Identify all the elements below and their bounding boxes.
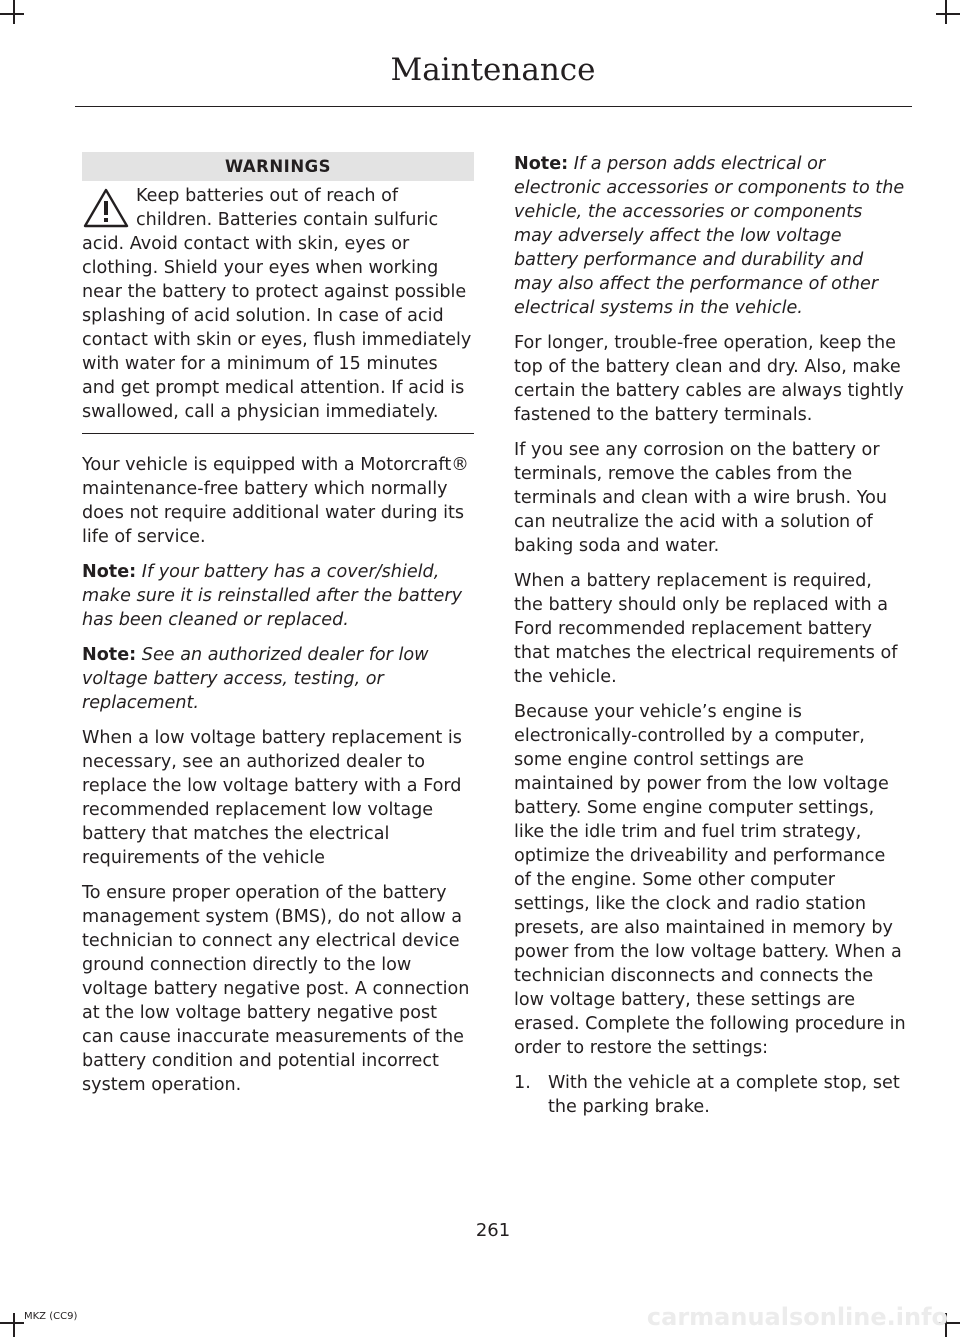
battery-intro: Your vehicle is equipped with a Motorcraft® maintenance-free battery which normally does not require additional water during its life of service. bbox=[82, 455, 469, 547]
battery-replacement-paragraph: When a battery replacement is required, the battery should only be replaced with a Ford recommended replacement battery that matches the electrical requirements of the vehicle. bbox=[514, 571, 898, 687]
replacement-paragraph: When a low voltage battery replacement is necessary, see an authorized dealer to replace the low voltage battery with a Ford recommended replacement low voltage battery that matches the electrical requirements of the vehicle bbox=[82, 728, 462, 868]
warning-box bbox=[82, 184, 474, 434]
note-label: Note: bbox=[82, 645, 137, 665]
crop-mark bbox=[936, 13, 960, 15]
step-text: With the vehicle at a complete stop, set the parking brake. bbox=[548, 1073, 900, 1117]
header-divider bbox=[75, 106, 912, 107]
note-text: If your battery has a cover/shield, make sure it is reinstalled after the battery has been cleaned or replaced. bbox=[82, 562, 463, 630]
warnings-heading: WARNINGS bbox=[82, 152, 474, 181]
warning-text: Keep batteries out of reach of children. Batteries contain sulfuric acid. Avoid contact with skin, eyes or clothing. Shield your eyes when working near the battery to protect against possible splashing of acid solution. In case of acid contact with skin or eyes, flush immediately with water for a minimum of 15 minutes and get prompt medical attention. If acid is swallowed, call a physician immediately. bbox=[82, 186, 472, 422]
left-column bbox=[82, 152, 474, 1108]
crop-mark bbox=[13, 0, 15, 24]
procedure-step bbox=[514, 1071, 906, 1119]
engine-settings-paragraph: Because your vehicle’s engine is electronically-controlled by a computer, some engine control settings are maintained by power from the low voltage battery. Some engine computer settings, like the idle trim and fuel trim strategy, optimize the driveability and performance of the engine. Some other computer settings, like the clock and radio station presets, are also maintained in memory by power from the low voltage battery. When a technician disconnects and connects the low voltage battery, these settings are erased. Complete the following procedure in order to restore the settings: bbox=[514, 702, 906, 1058]
note-text: See an authorized dealer for low voltage battery access, testing, or replacement. bbox=[82, 645, 429, 713]
page-title: Maintenance bbox=[390, 52, 596, 88]
note-label: Note: bbox=[514, 154, 569, 174]
step-number: 1. bbox=[514, 1073, 531, 1093]
crop-mark bbox=[0, 1322, 24, 1324]
page-number: 261 bbox=[475, 1220, 511, 1241]
note-label: Note: bbox=[82, 562, 137, 582]
right-column bbox=[514, 152, 906, 1130]
crop-mark bbox=[13, 1313, 15, 1337]
crop-mark bbox=[945, 0, 947, 24]
note-text: If a person adds electrical or electronic accessories or components to the vehicle, the accessories or components may adversely affect the low voltage battery performance and durability and may also affect the performance of other electrical systems in the vehicle. bbox=[514, 154, 905, 318]
note-authorized-dealer bbox=[82, 643, 474, 715]
note-accessories bbox=[514, 152, 906, 320]
corrosion-paragraph: If you see any corrosion on the battery or terminals, remove the cables from the terminals and clean with a wire brush. You can neutralize the acid with a solution of baking soda and water. bbox=[514, 440, 888, 556]
model-code: MKZ (CC9) bbox=[24, 1311, 78, 1322]
bms-paragraph: To ensure proper operation of the battery management system (BMS), do not allow a technician to connect any electrical device ground connection directly to the low voltage battery negative post. A connection at the low voltage battery negative post can cause inaccurate measurements of the battery condition and potential incorrect system operation. bbox=[82, 883, 470, 1095]
crop-mark bbox=[0, 13, 24, 15]
note-cover-shield bbox=[82, 560, 474, 632]
warning-triangle-icon bbox=[82, 187, 130, 229]
clean-battery-paragraph: For longer, trouble-free operation, keep the top of the battery clean and dry. Also, make certain the battery cables are always tightly fastened to the battery terminals. bbox=[514, 333, 904, 425]
watermark: carmanualsonline.info bbox=[646, 1303, 948, 1331]
